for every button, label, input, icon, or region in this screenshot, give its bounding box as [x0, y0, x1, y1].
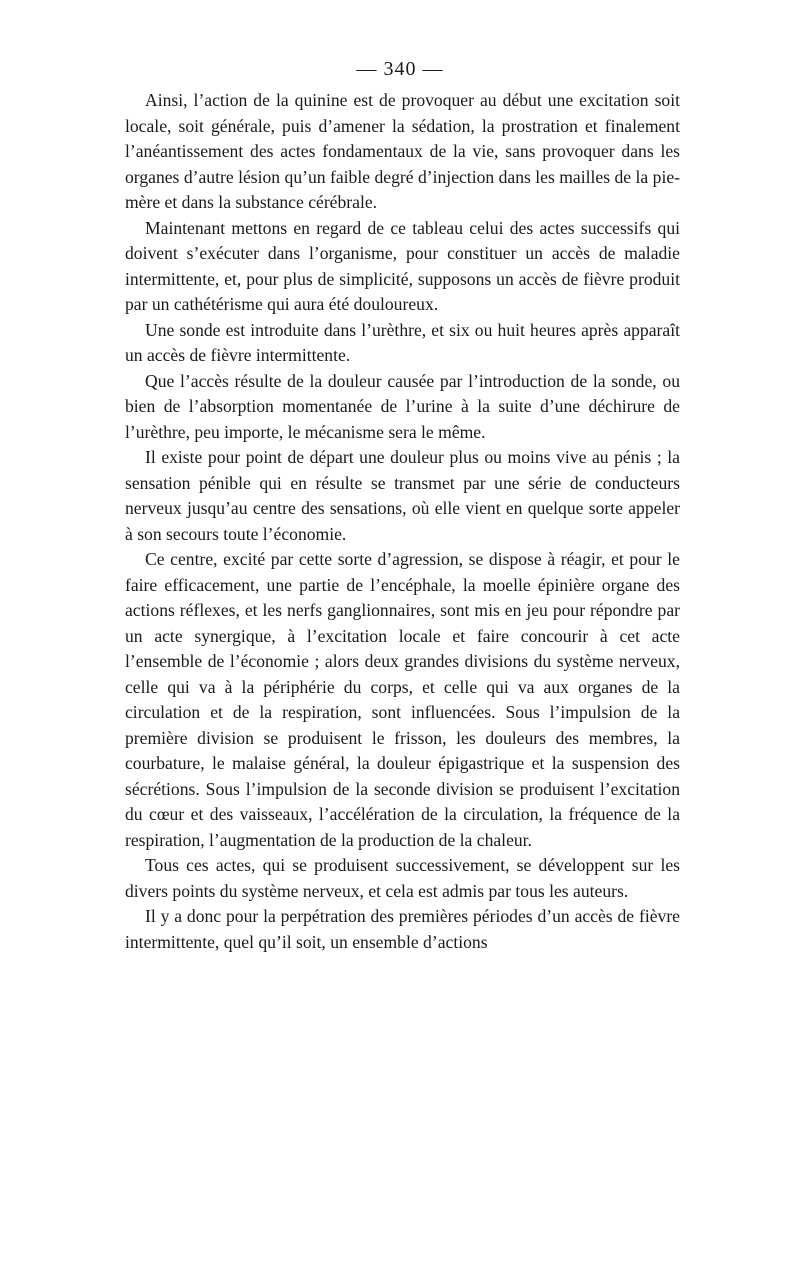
page-number: — 340 — [356, 58, 444, 80]
body-text [125, 88, 680, 955]
paragraph: Maintenant mettons en regard de ce tableau celui des actes successifs qui doivent s’exécuter dans l’organisme, pour constituer un accès de maladie intermittente, et, pour plus de simplicité, supposons un accès de fièvre produit par un cathétérisme qui aura été douloureux. [125, 217, 680, 314]
paragraph: Ce centre, excité par cette sorte d’agression, se dispose à réagir, et pour le faire efficacement, une partie de l’encéphale, la moelle épinière organe des actions réflexes, et les nerfs ganglionnaires, sont mis en jeu pour répondre par un acte synergique, à l’excitation locale et faire concourir à cet acte l’ensemble de l’économie ; alors deux grandes divisions du système nerveux, celle qui va à la périphérie du corps, et celle qui va aux organes de la circulation et de la respiration, sont influencées. Sous l’impulsion de la première division se produisent le frisson, les douleurs des membres, la courbature, le malaise général, la douleur épigastrique et la suspension des sécrétions. Sous l’impulsion de la seconde division se produisent l’excitation du cœur et des vaisseaux, l’accélération de la circulation, la fréquence de la respiration, l’augmentation de la production de la chaleur. [125, 549, 680, 850]
paragraph: Une sonde est introduite dans l’urèthre, et six ou huit heures après apparaît un accès de fièvre intermittente. [125, 319, 680, 365]
paragraph: Ainsi, l’action de la quinine est de provoquer au début une excitation soit locale, soit générale, puis d’amener la sédation, la prostration et finalement l’anéantissement des actes fondamentaux de la vie, sans provoquer dans les organes d’autre lésion qu’un faible degré d’injection dans les mailles de la pie-mère et dans la substance cérébrale. [125, 90, 680, 212]
paragraph: Il y a donc pour la perpétration des premières périodes d’un accès de fièvre intermittente, quel qu’il soit, un ensemble d’actions [125, 906, 680, 952]
paragraph: Que l’accès résulte de la douleur causée par l’introduction de la sonde, ou bien de l’absorption momentanée de l’urine à la suite d’une déchirure de l’urèthre, peu importe, le mécanisme sera le même. [125, 370, 680, 442]
paragraph: Tous ces actes, qui se produisent successivement, se développent sur les divers points du système nerveux, et cela est admis par tous les auteurs. [125, 855, 680, 901]
paragraph: Il existe pour point de départ une douleur plus ou moins vive au pénis ; la sensation pénible qui en résulte se transmet par une série de conducteurs nerveux jusqu’au centre des sensations, où elle vient en quelque sorte appeler à son secours toute l’économie. [125, 447, 680, 544]
